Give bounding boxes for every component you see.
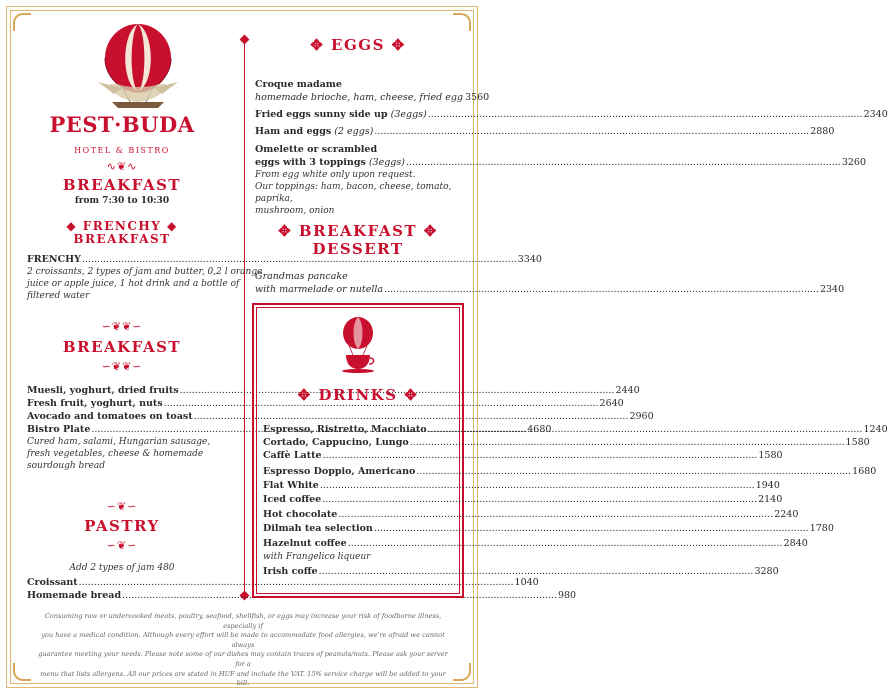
- menu-item: Dilmah tea selection ..... 1780: [263, 522, 457, 535]
- corner-ornament: [13, 13, 31, 31]
- pastry-note: Add 2 types of jam 480: [69, 563, 175, 573]
- omelette-description: From egg white only upon request. Our toppings: ham, bacon, cheese, tomato, paprika, mushroom, onion: [255, 170, 452, 216]
- menu-item: Croissant ..... 1040: [27, 576, 237, 589]
- flourish-icon: ∽❦∽: [106, 539, 138, 552]
- allergen-disclaimer: Consuming raw or undercooked meats, poultry, seafood, shellfish, or eggs may increase your risk of foodborne illness, especially if you have a medical condition. Although every effort will be made to accommodate food allergies, we're afraid we cannot always guarantee meeting your needs. Please note some of our dishes may contain traces of peanuts/nuts. Please ask your server for a menu that lists allergens. All our prices are stated in HUF and include the VAT. 15% service charge will be added to your bill.: [38, 612, 448, 688]
- flourish-icon: ∽❦❦∽: [101, 360, 143, 373]
- hot-air-balloon-icon: [92, 22, 184, 116]
- menu-item: Iced coffee ..... 2140: [263, 493, 457, 506]
- corner-ornament: [453, 663, 471, 681]
- maple-leaf-icon: ✥: [278, 222, 299, 240]
- maple-leaf-icon: ✥: [384, 36, 406, 54]
- menu-item-croque-madame: homemade brioche, ham, cheese, fried egg 3560: [255, 92, 490, 103]
- menu-item: Flat White ..... 1940: [263, 479, 457, 492]
- brand-name: PEST·BUDA: [49, 112, 195, 137]
- liqueur-note: with Frangelico liqueur: [263, 552, 371, 562]
- flourish-icon: ∽❦❦∽: [101, 320, 143, 333]
- menu-item-frenchy: FRENCHY ..... 3340: [27, 253, 237, 266]
- maple-leaf-icon: ✥: [297, 386, 319, 404]
- menu-item: Hazelnut coffee ..... 2840: [263, 537, 457, 550]
- dessert-name: Grandmas pancake: [255, 271, 348, 282]
- menu-item: Avocado and tomatoes on toast ..... 2960: [27, 410, 237, 423]
- maple-leaf-icon: ✥: [417, 222, 438, 240]
- column-divider: [244, 40, 245, 595]
- maple-leaf-icon: ✥: [397, 386, 419, 404]
- menu-item: Hot chocolate ..... 2240: [263, 508, 457, 521]
- menu-item: Fresh fruit, yoghurt, nuts ..... 2640: [27, 397, 237, 410]
- breakfast-dessert-heading: ✥ BREAKFAST ✥ DESSERT: [278, 222, 438, 258]
- flourish-icon: ∿❦∿: [106, 160, 138, 173]
- maple-leaf-icon: ✥: [310, 36, 332, 54]
- pastry-heading: PASTRY: [84, 517, 160, 535]
- menu-item-fried-eggs: Fried eggs sunny side up (3eggs) ..... 2340: [255, 108, 463, 121]
- menu-item: Espresso, Ristretto, Macchiato ..... 1240: [263, 423, 457, 436]
- eggs-heading: ✥ EGGS ✥: [310, 36, 406, 54]
- corner-ornament: [453, 13, 471, 31]
- bistro-plate-description: Cured ham, salami, Hungarian sausage, fresh vegetables, cheese & homemade sourdough bread: [27, 437, 211, 471]
- breakfast-heading: BREAKFAST: [62, 176, 182, 194]
- menu-item: Caffè Latte ..... 1580: [263, 449, 457, 462]
- menu-item-pancake: with marmelade or nutella ..... 2340: [255, 283, 463, 296]
- drinks-heading: ✥ DRINKS ✥: [297, 386, 419, 404]
- menu-item: Espresso Doppio, Americano ..... 1680: [263, 465, 457, 478]
- menu-item-ham-and-eggs: Ham and eggs (2 eggs) ..... 2880: [255, 125, 463, 138]
- breakfast-hours: from 7:30 to 10:30: [74, 196, 170, 206]
- frenchy-heading: ◆ FRENCHY ◆ BREAKFAST: [66, 219, 178, 246]
- diamond-icon: ◆: [66, 219, 83, 233]
- balloon-cup-icon: [333, 315, 383, 373]
- omelette-name: Omelette or scrambled: [255, 144, 378, 155]
- brand-subtitle: HOTEL & BISTRO: [74, 146, 170, 155]
- frenchy-description: 2 croissants, 2 types of jam and butter, 0,2 l orange juice or apple juice, 1 hot drink and a bottle of filtered water: [27, 267, 263, 301]
- corner-ornament: [13, 663, 31, 681]
- diamond-icon: ◆: [161, 219, 178, 233]
- croque-madame-name: Croque madame: [255, 79, 342, 90]
- menu-item: Cortado, Cappucino, Lungo ..... 1580: [263, 436, 457, 449]
- menu-item-omelette: eggs with 3 toppings (3eggs) ..... 3260: [255, 156, 463, 169]
- menu-item: Bistro Plate ..... 4680: [27, 423, 237, 436]
- menu-item: Homemade bread ..... 980: [27, 589, 237, 602]
- breakfast-section-heading: BREAKFAST: [62, 338, 182, 356]
- menu-item: Irish coffe ..... 3280: [263, 565, 457, 578]
- flourish-icon: ∽❦∽: [106, 500, 138, 513]
- menu-item: Muesli, yoghurt, dried fruits ..... 2440: [27, 384, 237, 397]
